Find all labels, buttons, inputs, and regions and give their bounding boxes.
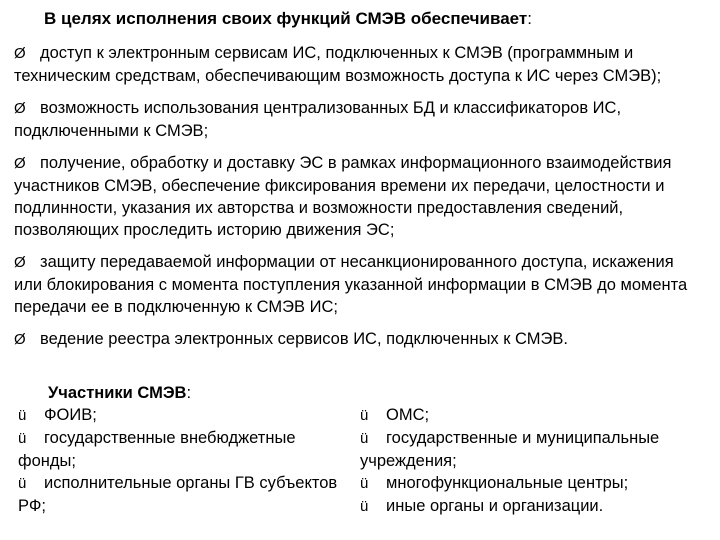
arrow-bullet-icon: Ø (14, 100, 26, 117)
participant-text: многофункциональные центры; (386, 474, 629, 492)
list-item-text: доступ к электронным сервисам ИС, подключенных к СМЭВ (программным и техническим средствам, обеспечивающим возможность доступа к ИС через СМЭВ); (14, 44, 662, 85)
participant-text: исполнительные органы ГВ субъектов РФ; (18, 474, 338, 515)
participant-text: государственные и муниципальные учреждения; (360, 429, 660, 470)
participants-title-text: Участники СМЭВ (48, 384, 187, 402)
arrow-bullet-icon: Ø (14, 254, 26, 271)
participant-item (360, 427, 705, 472)
participants-heading (48, 382, 191, 404)
list-item (14, 97, 700, 142)
arrow-bullet-icon: Ø (14, 155, 26, 172)
slide-heading (44, 8, 532, 30)
list-item-text: возможность использования централизованных БД и классификаторов ИС, подключенными к СМЭВ; (14, 99, 622, 140)
checkmark-icon: ü (18, 430, 27, 447)
checkmark-icon: ü (360, 475, 369, 492)
arrow-bullet-icon: Ø (14, 45, 26, 62)
functions-list (14, 42, 700, 361)
participants-left-column (18, 404, 348, 517)
heading-suffix: : (527, 9, 532, 28)
participant-text: иные органы и организации. (386, 497, 604, 515)
participants-right-column (360, 404, 705, 518)
participant-text: государственные внебюджетные фонды; (18, 429, 296, 470)
list-item-text: ведение реестра электронных сервисов ИС, подключенных к СМЭВ. (40, 330, 568, 348)
list-item (14, 251, 700, 318)
checkmark-icon: ü (18, 475, 27, 492)
list-item-text: получение, обработку и доставку ЭС в рамках информационного взаимодействия участников СМЭВ, обеспечение фиксирования времени их передачи, целостности и подлинности, указания их авторства и возможности предоставления сведений, позволяющих проследить историю движения ЭС; (14, 154, 672, 239)
participant-item (18, 472, 348, 517)
list-item-text: защиту передаваемой информации от несанкционированного доступа, искажения или блокирования с момента поступления указанной информации в СМЭВ до момента передачи ее в подключенную к СМЭВ ИС; (14, 253, 688, 316)
list-item (14, 152, 700, 241)
participant-item (360, 495, 705, 518)
participant-item (360, 472, 705, 495)
participant-text: ФОИВ; (44, 406, 97, 424)
participants-title-suffix: : (186, 384, 192, 402)
participant-text: ОМС; (386, 406, 430, 424)
heading-text: В целях исполнения своих функций СМЭВ обеспечивает (44, 9, 528, 28)
participant-item (360, 404, 705, 427)
list-item (14, 328, 700, 351)
checkmark-icon: ü (360, 407, 369, 424)
checkmark-icon: ü (360, 498, 369, 515)
checkmark-icon: ü (18, 407, 27, 424)
arrow-bullet-icon: Ø (14, 331, 26, 348)
participant-item (18, 427, 348, 472)
checkmark-icon: ü (360, 430, 369, 447)
list-item (14, 42, 700, 87)
participant-item (18, 404, 348, 427)
